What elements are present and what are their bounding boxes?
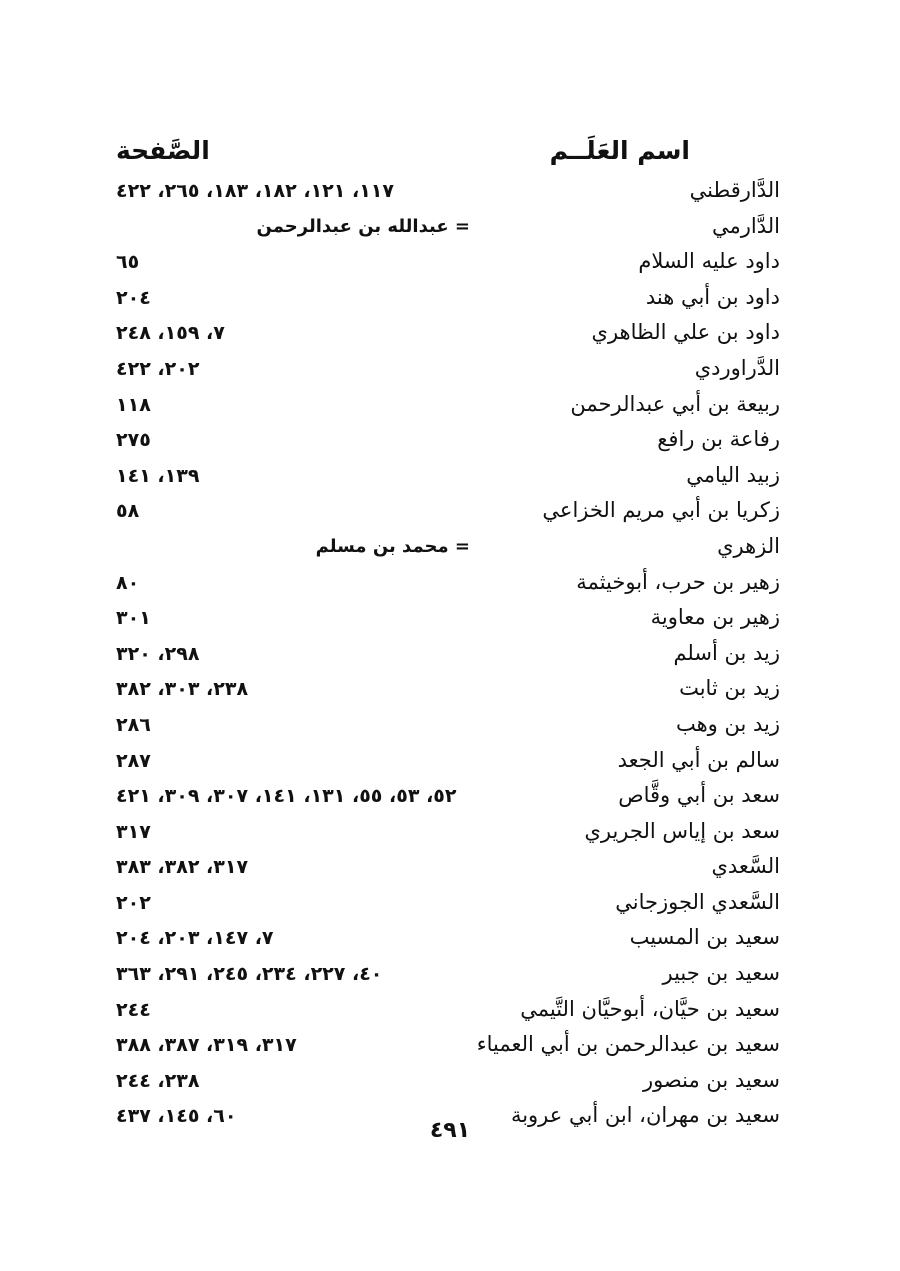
index-entry: [110, 461, 780, 497]
entry-name: السَّعدي الجوزجاني: [615, 889, 780, 914]
index-entry: [110, 995, 780, 1031]
entry-pages: ٦٥: [116, 251, 140, 274]
page-column-heading: الصَّفحة: [116, 136, 210, 165]
entry-name: سعد بن إياس الجريري: [584, 818, 780, 843]
index-entries: [110, 176, 780, 1137]
entry-name: سعيد بن منصور: [642, 1067, 780, 1092]
entry-name: زهير بن حرب، أبوخيثمة: [576, 569, 780, 594]
entry-name: الزهري: [717, 533, 780, 558]
index-entry: [110, 710, 780, 746]
entry-pages: ٣٠١: [116, 607, 151, 630]
index-entry: [110, 568, 780, 604]
entry-pages: ٢٣٨، ٢٤٤: [116, 1069, 200, 1092]
entry-name: الدَّراوردي: [694, 355, 780, 380]
index-entry: [110, 674, 780, 710]
entry-name: سعد بن أبي وقَّاص: [618, 783, 780, 808]
entry-pages: ٣١٧، ٣٨٢، ٣٨٣: [116, 856, 249, 879]
entry-pages: ٥٨: [116, 500, 140, 523]
entry-cross-reference: = محمد بن مسلم: [315, 535, 470, 557]
entry-pages: ٥٢، ٥٣، ٥٥، ١٣١، ١٤١، ٣٠٧، ٣٠٩، ٤٢١: [116, 785, 457, 808]
entry-name: زهير بن معاوية: [650, 605, 780, 630]
entry-pages: ١١٧، ١٢١، ١٨٢، ١٨٣، ٢٦٥، ٤٢٢: [116, 180, 394, 202]
entry-cross-reference: = عبدالله بن عبدالرحمن: [256, 215, 470, 237]
index-entry: [110, 496, 780, 532]
entry-pages: ٢٤٤: [116, 998, 151, 1021]
index-entry: [110, 781, 780, 817]
index-entry: [110, 354, 780, 390]
entry-name: سعيد بن جبير: [662, 961, 780, 986]
entry-name: سالم بن أبي الجعد: [617, 747, 780, 772]
index-entry: [110, 959, 780, 995]
entry-pages: ٧، ١٥٩، ٢٤٨: [116, 322, 225, 345]
index-entry: [110, 639, 780, 675]
index-entry: [110, 176, 780, 212]
index-entry: [110, 746, 780, 782]
entry-pages: ١٣٩، ١٤١: [116, 464, 200, 487]
entry-name: زكريا بن أبي مريم الخزاعي: [542, 498, 780, 523]
index-entry: [110, 425, 780, 461]
entry-pages: ٨٠: [116, 571, 140, 594]
index-entry: [110, 888, 780, 924]
index-entry: [110, 390, 780, 426]
entry-name: سعيد بن عبدالرحمن بن أبي العمياء: [476, 1032, 780, 1057]
entry-name: ربيعة بن أبي عبدالرحمن: [570, 391, 780, 416]
entry-name: زبيد اليامي: [686, 462, 780, 487]
entry-pages: ٣١٧: [116, 820, 151, 843]
entry-pages: ٦٠، ١٤٥، ٤٣٧: [116, 1105, 237, 1128]
entry-name: سعيد بن حيَّان، أبوحيَّان التَّيمي: [520, 996, 780, 1021]
index-entry: [110, 318, 780, 354]
entry-pages: ٢٩٨، ٣٢٠: [116, 642, 200, 665]
entry-pages: ٢٠٢: [116, 891, 151, 914]
entry-pages: ٤٠، ٢٢٧، ٢٣٤، ٢٤٥، ٢٩١، ٣٦٣: [116, 963, 383, 986]
entry-name: سعيد بن المسيب: [629, 925, 780, 950]
index-header: [110, 136, 800, 176]
entry-name: داود بن علي الظاهري: [591, 320, 780, 345]
index-entry: [110, 212, 780, 248]
entry-pages: ٢٨٦: [116, 713, 151, 736]
index-entry: [110, 923, 780, 959]
index-entry: [110, 1066, 780, 1102]
entry-name: الدَّارقطني: [689, 178, 780, 202]
entry-name: داود عليه السلام: [638, 249, 780, 274]
name-column-heading: اسم العَلَــم: [549, 136, 690, 165]
index-entry: [110, 852, 780, 888]
entry-name: الدَّارمي: [712, 213, 780, 238]
entry-pages: ٣١٧، ٣١٩، ٣٨٧، ٣٨٨: [116, 1034, 297, 1057]
index-entry: [110, 532, 780, 568]
entry-name: زيد بن وهب: [675, 711, 780, 736]
entry-pages: ٢٧٥: [116, 429, 151, 452]
entry-pages: ١١٨: [116, 393, 151, 416]
entry-name: رفاعة بن رافع: [657, 427, 780, 452]
entry-pages: ٢٨٧: [116, 749, 151, 772]
entry-name: زيد بن ثابت: [679, 676, 780, 701]
entry-name: زيد بن أسلم: [673, 640, 780, 665]
entry-pages: ٢٠٢، ٤٢٢: [116, 357, 200, 380]
index-entry: [110, 817, 780, 853]
index-entry: [110, 247, 780, 283]
entry-name: سعيد بن مهران، ابن أبي عروبة: [510, 1103, 780, 1128]
entry-name: داود بن أبي هند: [645, 284, 780, 309]
entry-pages: ٢٣٨، ٣٠٣، ٣٨٢: [116, 678, 249, 701]
entry-pages: ٢٠٤: [116, 286, 151, 309]
entry-pages: ٧، ١٤٧، ٢٠٣، ٢٠٤: [116, 927, 274, 950]
index-entry: [110, 283, 780, 319]
index-entry: [110, 1030, 780, 1066]
page-number: ٤٩١: [429, 1118, 471, 1143]
index-entry: [110, 603, 780, 639]
entry-name: السَّعدي: [711, 854, 780, 879]
